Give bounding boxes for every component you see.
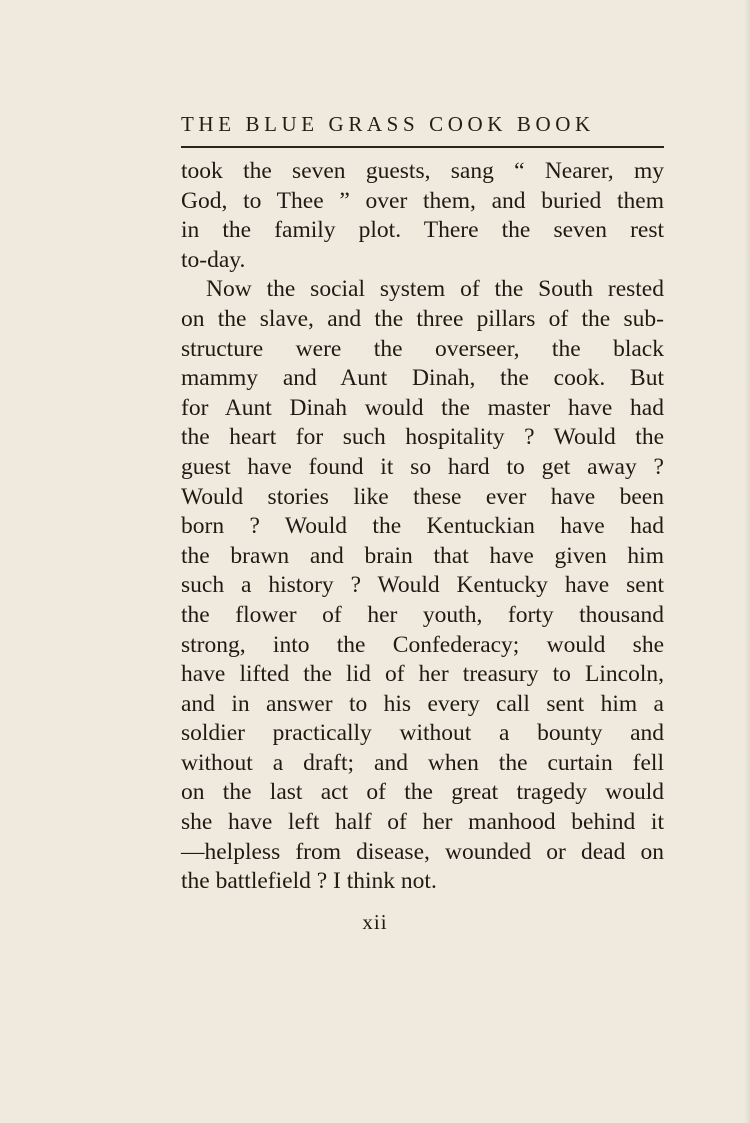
text-line: she have left half of her manhood behind it (181, 809, 664, 836)
text-line: the battlefield ? I think not. (181, 868, 437, 895)
text-line: for Aunt Dinah would the master have had (181, 394, 664, 421)
text-line: to-day. (181, 246, 246, 273)
header-rule (181, 146, 664, 148)
text-line: —helpless from disease, wounded or dead on (181, 838, 664, 865)
text-line: the brawn and brain that have given him (181, 542, 664, 569)
text-line: without a draft; and when the curtain fell (181, 749, 664, 776)
text-line: structure were the overseer, the black (181, 335, 664, 362)
text-line: guest have found it so hard to get away ? (181, 453, 664, 480)
text-line: such a history ? Would Kentucky have sent (181, 572, 664, 599)
text-line: took the seven guests, sang “ Nearer, my (181, 158, 664, 184)
text-line: the flower of her youth, forty thousand (181, 601, 664, 628)
running-head: THE BLUE GRASS COOK BOOK (181, 112, 595, 136)
text-line: mammy and Aunt Dinah, the cook. But (181, 365, 664, 392)
text-line: Now the social system of the South rested (206, 276, 664, 303)
text-line: strong, into the Confederacy; would she (181, 631, 664, 658)
page-number: xii (362, 910, 388, 934)
text-line: on the slave, and the three pillars of the sub- (181, 305, 664, 332)
text-line: in the family plot. There the seven rest (181, 217, 664, 244)
text-line: have lifted the lid of her treasury to Lincoln, (181, 661, 664, 688)
body-text (181, 157, 664, 897)
text-line: soldier practically without a bounty and (181, 720, 664, 747)
text-line: and in answer to his every call sent him a (181, 690, 664, 717)
text-line: the heart for such hospitality ? Would the (181, 424, 664, 451)
paragraph-1 (181, 157, 664, 275)
text-line: born ? Would the Kentuckian have had (181, 513, 664, 540)
text-line: Would stories like these ever have been (181, 483, 664, 510)
paragraph-2 (181, 275, 664, 896)
text-line: on the last act of the great tragedy would (181, 779, 664, 806)
text-line: God, to Thee ” over them, and buried them (181, 187, 664, 214)
